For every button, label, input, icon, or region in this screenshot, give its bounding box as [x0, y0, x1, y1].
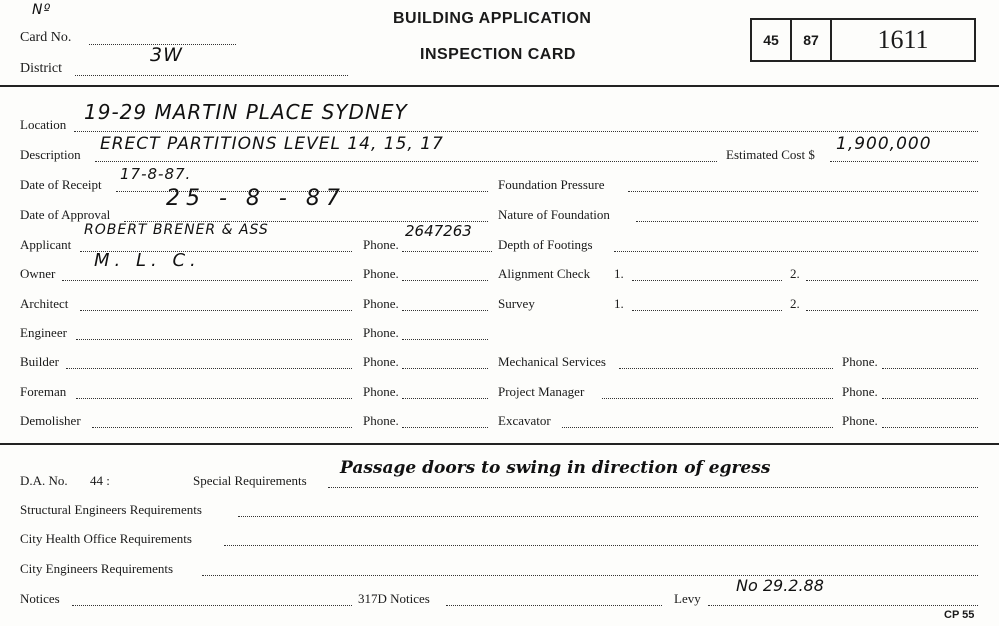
applicant-label: Applicant	[20, 237, 72, 252]
mechanical-services-label: Mechanical Services	[498, 354, 606, 369]
depth-footings-label: Depth of Footings	[498, 237, 593, 252]
estimated-cost-line	[830, 161, 978, 162]
engineer-label: Engineer	[20, 325, 67, 340]
architect-phone-line	[402, 310, 488, 311]
project-manager-line	[602, 398, 833, 399]
form-title-line2: INSPECTION CARD	[420, 46, 576, 63]
owner-value: M. L. C.	[94, 250, 201, 271]
description-label: Description	[20, 147, 81, 162]
structural-engineers-line	[238, 516, 978, 517]
foundation-pressure-label: Foundation Pressure	[498, 177, 605, 192]
location-value: 19-29 MARTIN PLACE SYDNEY	[84, 100, 408, 124]
survey-2-line	[806, 310, 978, 311]
depth-footings-line	[614, 251, 978, 252]
project-manager-phone-line	[882, 398, 978, 399]
builder-phone-line	[402, 368, 488, 369]
foreman-line	[76, 398, 352, 399]
mechanical-services-phone-line	[882, 368, 978, 369]
mechanical-services-phone-label: Phone.	[842, 354, 878, 369]
excavator-phone-line	[882, 427, 978, 428]
form-title-line1: BUILDING APPLICATION	[393, 10, 592, 27]
special-requirements-value: Passage doors to swing in direction of egress	[340, 458, 771, 478]
demolisher-label: Demolisher	[20, 413, 81, 428]
card-no-label: Card No.	[20, 30, 72, 45]
alignment-check-1-line	[632, 280, 782, 281]
number-box-cell-2: 87	[803, 32, 819, 48]
card-no-value: Nº	[32, 2, 52, 18]
excavator-phone-label: Phone.	[842, 413, 878, 428]
requirements-divider	[0, 443, 999, 445]
location-label: Location	[20, 117, 67, 132]
levy-line	[708, 605, 978, 606]
form-code: CP 55	[944, 609, 975, 621]
application-number-box	[750, 18, 976, 62]
builder-phone-label: Phone.	[363, 354, 399, 369]
notices-317d-line	[446, 605, 662, 606]
date-receipt-value: 17-8-87.	[120, 165, 192, 183]
date-receipt-label: Date of Receipt	[20, 177, 102, 192]
da-no-label: D.A. No.	[20, 473, 68, 488]
foreman-phone-line	[402, 398, 488, 399]
date-approval-value: 25 - 8 - 87	[166, 186, 346, 211]
notices-label: Notices	[20, 591, 60, 606]
description-value: ERECT PARTITIONS LEVEL 14, 15, 17	[100, 134, 444, 154]
owner-label: Owner	[20, 266, 56, 281]
alignment-check-2: 2.	[790, 266, 800, 281]
special-requirements-label: Special Requirements	[193, 473, 307, 488]
special-requirements-line	[328, 487, 978, 488]
project-manager-phone-label: Phone.	[842, 384, 878, 399]
district-line	[75, 75, 348, 76]
owner-line	[62, 280, 352, 281]
city-engineers-line	[202, 575, 978, 576]
architect-phone-label: Phone.	[363, 296, 399, 311]
survey-label: Survey	[498, 296, 535, 311]
structural-engineers-label: Structural Engineers Requirements	[20, 502, 202, 517]
number-box-cell-3: 1611	[877, 25, 929, 54]
location-line	[74, 131, 978, 132]
architect-line	[80, 310, 352, 311]
levy-label: Levy	[674, 591, 701, 606]
levy-value: No 29.2.88	[736, 576, 824, 595]
applicant-phone-value: 2647263	[405, 222, 472, 240]
description-line	[95, 161, 717, 162]
demolisher-phone-line	[402, 427, 488, 428]
survey-1-line	[632, 310, 782, 311]
nature-foundation-label: Nature of Foundation	[498, 207, 610, 222]
estimated-cost-value: 1,900,000	[836, 134, 932, 154]
estimated-cost-label: Estimated Cost $	[726, 147, 815, 162]
alignment-check-2-line	[806, 280, 978, 281]
builder-line	[66, 368, 352, 369]
city-engineers-label: City Engineers Requirements	[20, 561, 174, 576]
engineer-phone-label: Phone.	[363, 325, 399, 340]
mechanical-services-line	[619, 368, 833, 369]
excavator-line	[562, 427, 833, 428]
foundation-pressure-line	[628, 191, 978, 192]
project-manager-label: Project Manager	[498, 384, 585, 399]
notices-line	[72, 605, 352, 606]
foreman-phone-label: Phone.	[363, 384, 399, 399]
applicant-phone-line	[402, 251, 492, 252]
engineer-phone-line	[402, 339, 488, 340]
header-divider	[0, 85, 999, 87]
alignment-check-label: Alignment Check	[498, 266, 591, 281]
alignment-check-1: 1.	[614, 266, 624, 281]
applicant-phone-label: Phone.	[363, 237, 399, 252]
architect-label: Architect	[20, 296, 69, 311]
date-approval-label: Date of Approval	[20, 207, 111, 222]
survey-1: 1.	[614, 296, 624, 311]
engineer-line	[76, 339, 352, 340]
notices-317d-label: 317D Notices	[358, 591, 430, 606]
survey-2: 2.	[790, 296, 800, 311]
demolisher-line	[92, 427, 352, 428]
excavator-label: Excavator	[498, 413, 551, 428]
district-value: 3W	[150, 44, 183, 66]
city-health-label: City Health Office Requirements	[20, 531, 192, 546]
district-label: District	[20, 61, 62, 76]
owner-phone-label: Phone.	[363, 266, 399, 281]
builder-label: Builder	[20, 354, 59, 369]
owner-phone-line	[402, 280, 488, 281]
da-no-value: 44 :	[90, 473, 110, 488]
nature-foundation-line	[636, 221, 978, 222]
city-health-line	[224, 545, 978, 546]
applicant-value: ROBERT BRENER & ASS	[84, 222, 269, 238]
demolisher-phone-label: Phone.	[363, 413, 399, 428]
number-box-cell-1: 45	[763, 32, 779, 48]
foreman-label: Foreman	[20, 384, 67, 399]
